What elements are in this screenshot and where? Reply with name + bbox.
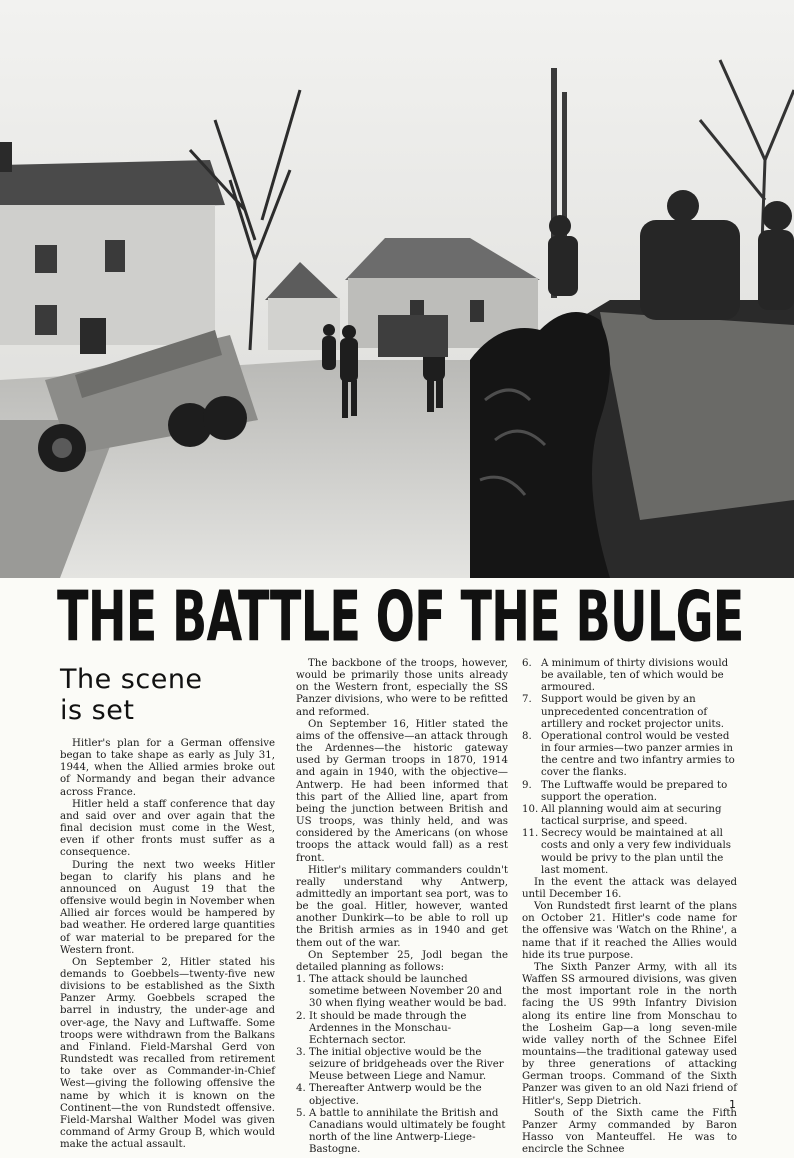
list-item: 10. All planning would aim at securing tactical surprise, and speed.: [522, 803, 722, 828]
paragraph: The Sixth Panzer Army, with all its Waffen SS armoured divisions, was given the most important role in the north facing the US 99th Infantry Division along its entire line from Monschau to the Losheim Gap—a long seven-mile wide valley north of the Schnee Eifel mountains—the traditional gateway used by three generations of attacking German troops. Command of the Sixth Panzer was given to an old Nazi friend of Hitler's, Sepp Dietrich.: [522, 961, 737, 1107]
battle-photograph: [0, 0, 794, 578]
list-item: 5. A battle to annihilate the British and Canadians would ultimately be fought north of the line Antwerp-Liege-Bastogne.: [296, 1107, 506, 1156]
list-item: 6. A minimum of thirty divisions would be available, ten of which would be armoured.: [522, 658, 729, 694]
plan-list-b: [522, 658, 737, 877]
paragraph: During the next two weeks Hitler began to clarify his plans and he announced on August 19 that the offensive would begin in November when Allied air forces would be hampered by bad weather. He ordered large quantities of war material to be prepared for the Western front.: [60, 859, 275, 956]
list-item: 1. The attack should be launched sometime between November 20 and 30 when flying weather would be bad.: [296, 974, 507, 1010]
list-item: 8. Operational control would be vested in four armies—two panzer armies in the centre and two infantry armies to cover the flanks.: [522, 730, 735, 779]
list-item: 2. It should be made through the Ardennes in the Monschau-Echternach sector.: [296, 1010, 467, 1046]
paragraph: South of the Sixth came the Fifth Panzer Army commanded by Baron Hasso von Manteuffel. He was to encircle the Schnee: [522, 1107, 737, 1156]
paragraph: On September 25, Jodl began the detailed planning as follows:: [296, 949, 508, 973]
column-1: [60, 658, 275, 1151]
list-item: 7. Support would be given by an unprecedented concentration of artillery and rocket projector units.: [522, 694, 725, 730]
list-item: 11. Secrecy would be maintained at all costs and only a very few individuals would be privy to the plan until the last moment.: [522, 828, 731, 876]
list-item: 3. The initial objective would be the seizure of bridgeheads over the River Meuse between Liege and Namur.: [296, 1047, 504, 1083]
paragraph: Hitler held a staff conference that day and said over and over again that the final decision must come in the West, even if other fronts must suffer as a consequence.: [60, 798, 275, 859]
page-number: 1: [729, 1098, 736, 1111]
paragraph: On September 2, Hitler stated his demands to Goebbels—twenty-five new divisions to be established as the Sixth Panzer Army. Goebbels scraped the barrel in industry, the under-age and over-age, the Navy and Luftwaffe. Some troops were withdrawn from the Balkans and Finland. Field-Marshal Gerd von Rundstedt was recalled from retirement to take over as Commander-in-Chief West—giving the following offensive the name by which it is known on the Continent—the von Rundstedt offensive. Field-Marshal Walther Model was given command of Army Group B, which would make the actual assault.: [60, 956, 275, 1151]
battle-photo-icon: [0, 0, 794, 578]
list-item: 4. Thereafter Antwerp would be the objective.: [296, 1083, 482, 1107]
paragraph: In the event the attack was delayed until December 16.: [522, 876, 737, 900]
headline: THE BATTLE OF THE BULGE: [57, 578, 744, 656]
paragraph: Hitler's military commanders couldn't really understand why Antwerp, admittedly an important sea port, was to be the goal. Hitler, however, wanted another Dunkirk—to be able to roll up the British armies as in 1940 and get them out of the war.: [296, 864, 508, 949]
column-3: [522, 658, 737, 1156]
paragraph: The backbone of the troops, however, would be primarily those units already on the Western front, especially the SS Panzer divisions, who were to be refitted and reformed.: [296, 658, 508, 718]
paragraph: Hitler's plan for a German offensive began to take shape as early as July 31, 1944, when the Allied armies broke out of Normandy and began their advance across France.: [60, 738, 275, 798]
plan-list-a: [296, 974, 508, 1156]
subhead: The scene is set: [60, 664, 203, 726]
paragraph: Von Rundstedt first learnt of the plans on October 21. Hitler's code name for the offensive was 'Watch on the Rhine', a name that if it reached the Allies would hide its true purpose.: [522, 901, 737, 961]
list-item: 9. The Luftwaffe would be prepared to support the operation.: [522, 779, 728, 803]
column-2: [296, 658, 508, 1156]
paragraph: On September 16, Hitler stated the aims of the offensive—an attack through the Ardennes—the historic gateway used by German troops in 1870, 1914 and again in 1940, with the objective—Antwerp. He had been informed that this part of the Allied line, apart from being the junction between British and US troops, was thinly held, and was considered by the Americans (on whose troops the attack would fall) as a rest front.: [296, 718, 508, 864]
